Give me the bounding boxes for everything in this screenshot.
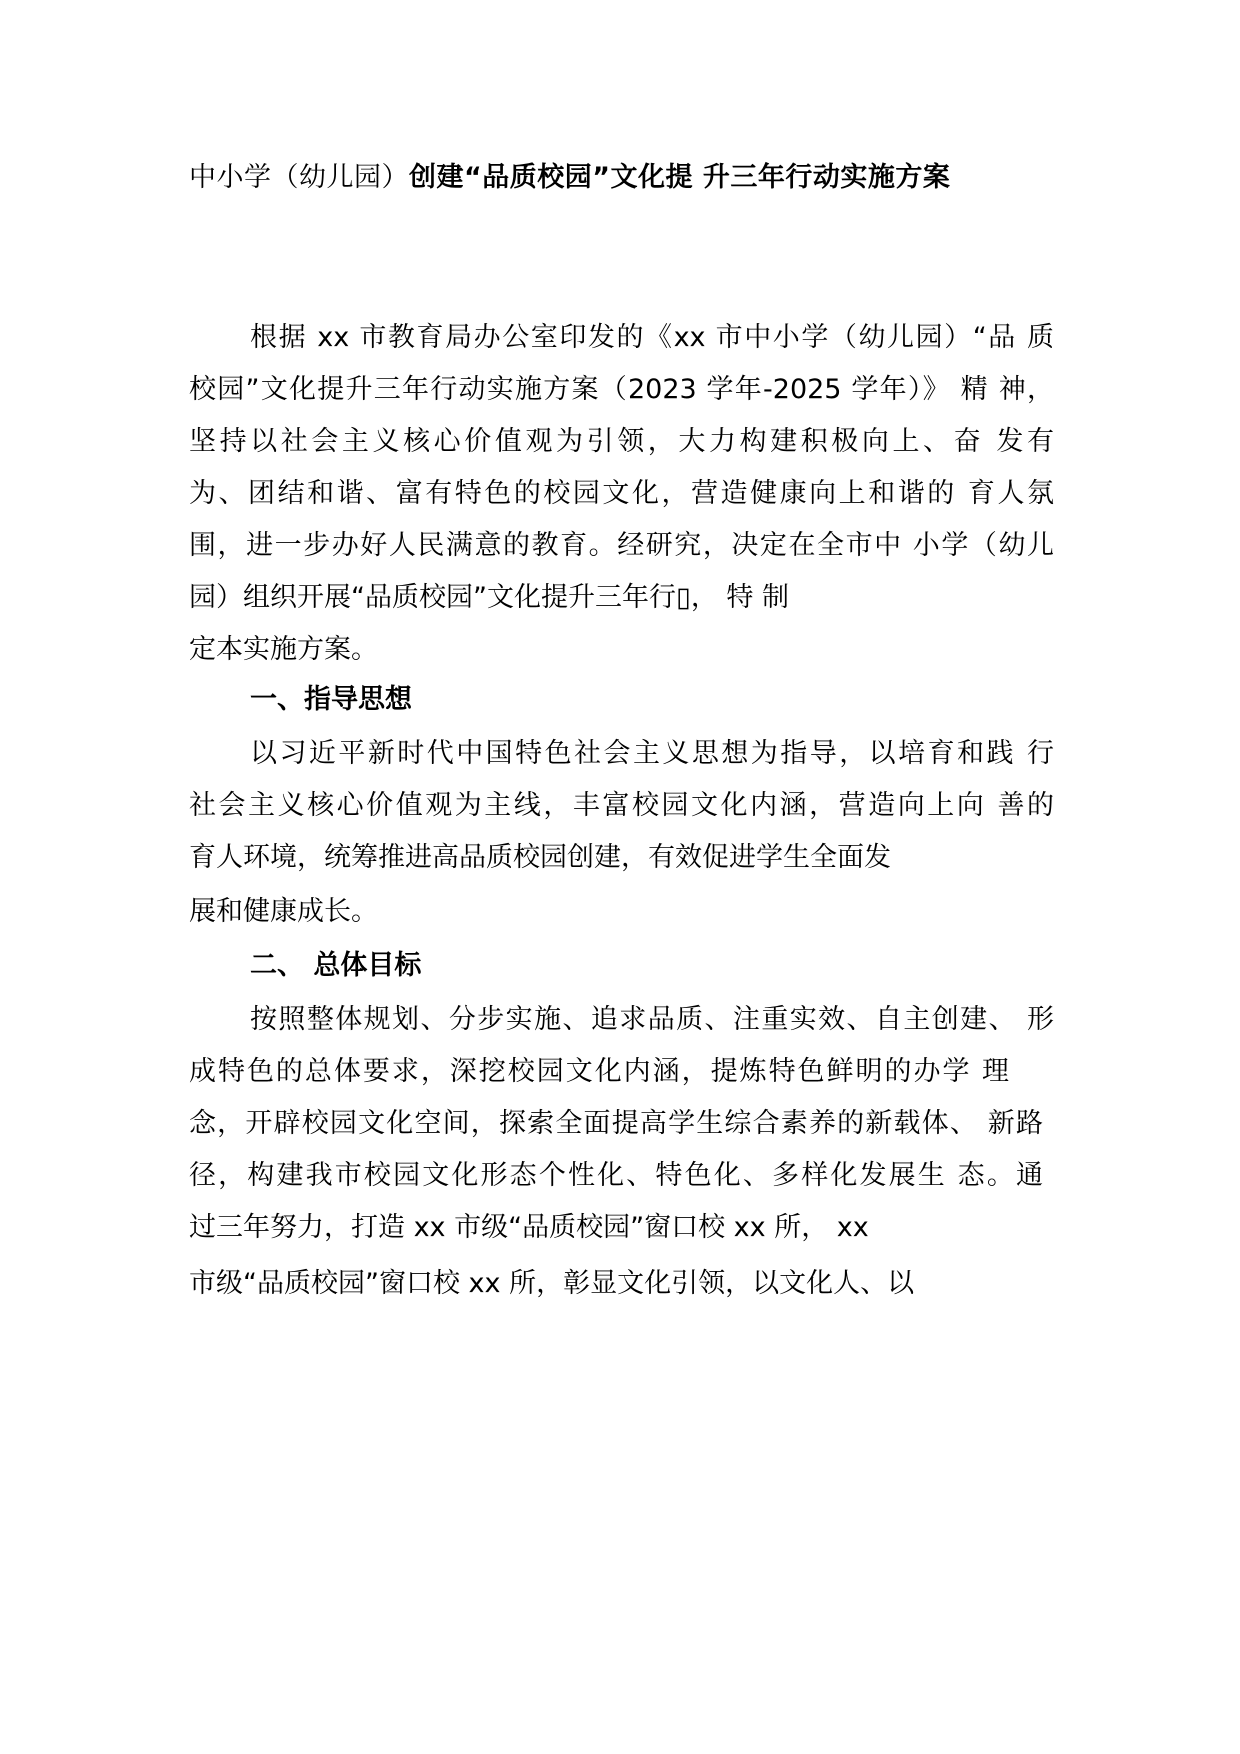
paragraph-line: 定本实施方案。 <box>189 634 378 665</box>
paragraph-line: 坚持以社会主义核心价值观为引领，大力构建积极向上、奋 发有 <box>189 426 1054 457</box>
paragraph-line: 以习近平新时代中国特色社会主义思想为指导，以培育和践 行 <box>250 738 1054 769</box>
paragraph-line: 育人环境，统筹推进高品质校园创建，有效促进学生全面发 <box>189 842 891 873</box>
title-regular-part: 中小学（幼儿园） <box>189 162 409 193</box>
paragraph-line: 社会主义核心价值观为主线，丰富校园文化内涵，营造向上向 善的 <box>189 790 1054 821</box>
paragraph-line: 展和健康成长。 <box>189 896 378 927</box>
title-bold-part: 创建“品质校园”文化提 升三年行动实施方案 <box>409 162 951 193</box>
paragraph-line: 围，进一步办好人民满意的教育。经研究，决定在全市中 小学（幼儿 <box>189 530 1054 561</box>
section-heading-1: 一、指导思想 <box>250 684 412 715</box>
paragraph-line: 成特色的总体要求，深挖校园文化内涵，提炼特色鲜明的办学 理 <box>189 1056 1009 1087</box>
paragraph-line: 根据 xx 市教育局办公室印发的《xx 市中小学（幼儿园）“品 质 <box>250 322 1054 353</box>
paragraph-line: 校园”文化提升三年行动实施方案（2023 学年-2025 学年）》 精 神， <box>189 374 1054 405</box>
paragraph-line: 园）组织开展“品质校园”文化提升三年行▯， 特 制 <box>189 582 789 613</box>
paragraph-line: 径，构建我市校园文化形态个性化、特色化、多样化发展生 态。通 <box>189 1160 1043 1191</box>
paragraph-line: 过三年努力，打造 xx 市级“品质校园”窗口校 xx 所， xx <box>189 1212 869 1243</box>
paragraph-line: 按照整体规划、分步实施、追求品质、注重实效、自主创建、 形 <box>250 1004 1054 1035</box>
section-heading-2: 二、 总体目标 <box>250 950 422 981</box>
page-title <box>189 158 950 198</box>
paragraph-line: 念，开辟校园文化空间，探索全面提高学生综合素养的新载体、 新路 <box>189 1108 1043 1139</box>
paragraph-line: 为、团结和谐、富有特色的校园文化，营造健康向上和谐的 育人氛 <box>189 478 1054 509</box>
paragraph-line: 市级“品质校园”窗口校 xx 所，彰显文化引领，以文化人、以 <box>189 1268 915 1299</box>
